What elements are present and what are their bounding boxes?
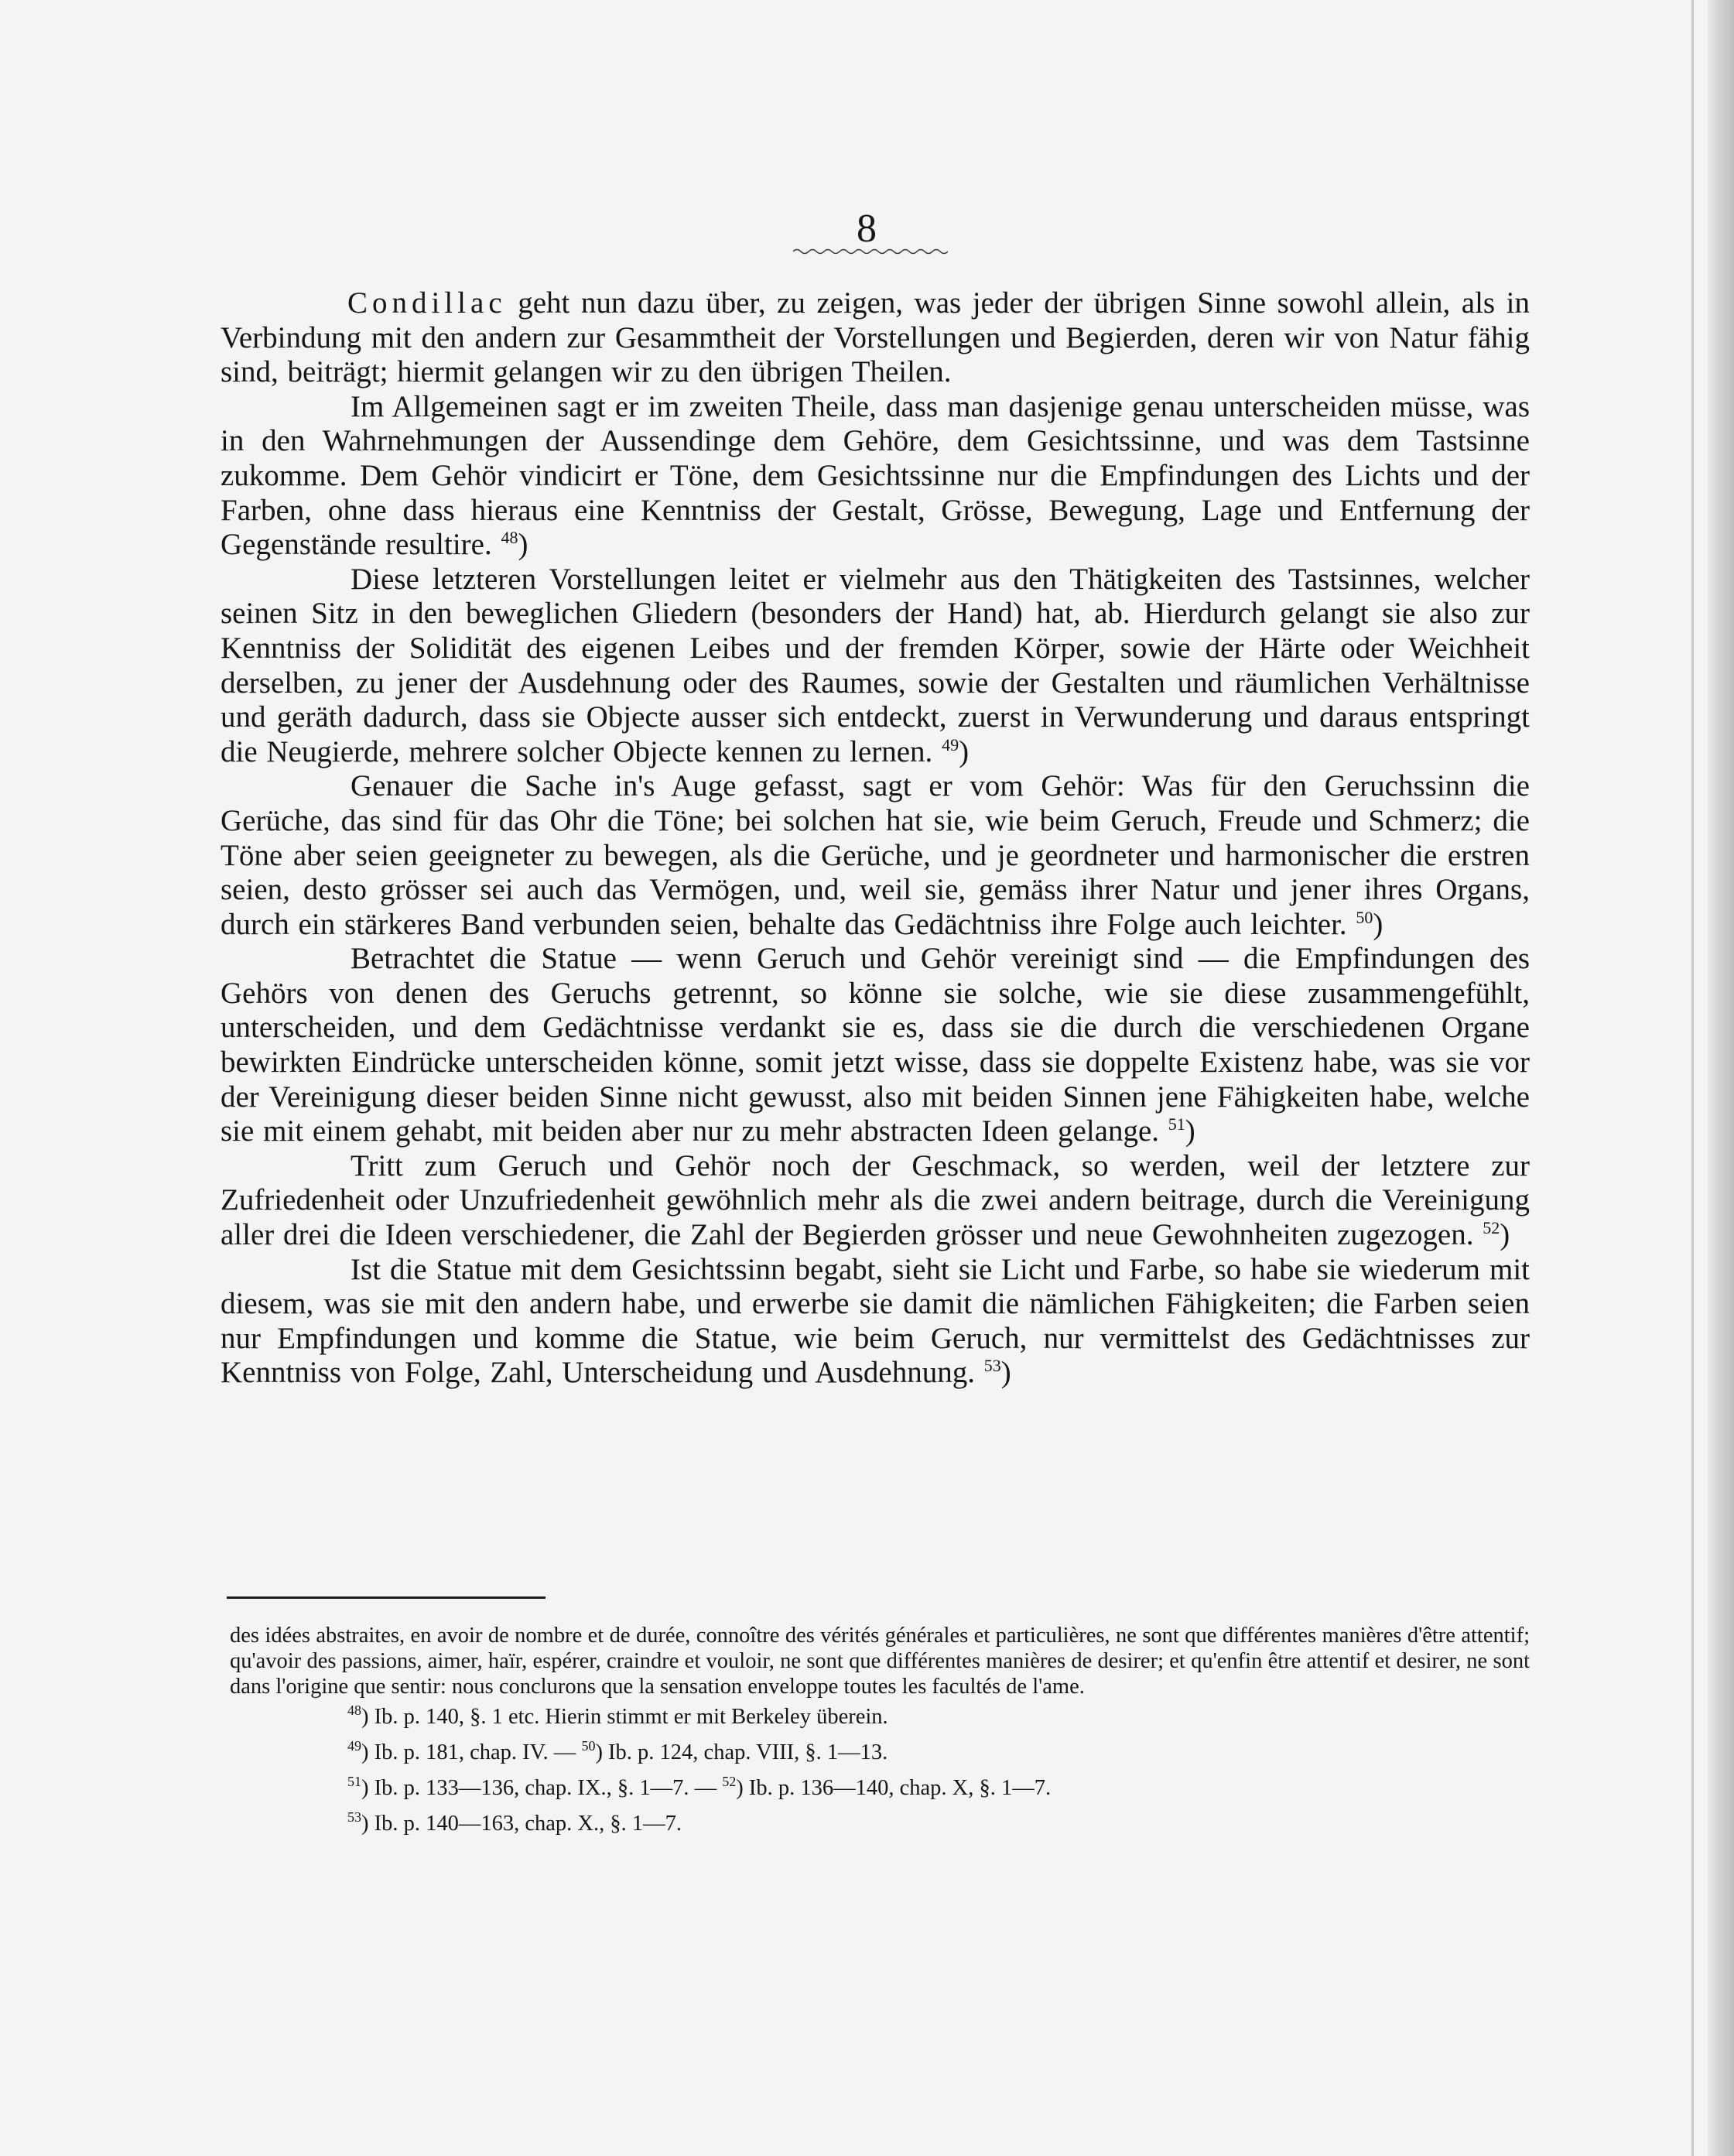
body-text xyxy=(221,286,1530,1391)
page-edge-shadow xyxy=(1691,0,1694,2156)
footnote-51-52: $^{51}$) Ib. p. 133—136, chap. IX., §. 1—7. — $^{52}$) Ib. p. 136—140, chap. X, §. 1—7. xyxy=(347,1774,1052,1800)
footnotes xyxy=(230,1623,1530,1846)
footnote-48: $^{48}$) Ib. p. 140, §. 1 etc. Hierin stimmt er mit Berkeley überein. xyxy=(347,1703,888,1729)
footnote-49-50: $^{49}$) Ib. p. 181, chap. IV. — $^{50}$) Ib. p. 124, chap. VIII, §. 1—13. xyxy=(347,1738,888,1764)
paragraph: Condillac geht nun dazu über, zu zeigen, was jeder der übrigen Sinne sowohl allein, als in Verbindung mit den andern zur Gesammtheit der Vorstellungen und Begierden, deren wir von Natur fähig sind, beiträgt; hiermit gelangen wir zu den übrigen Theilen. xyxy=(221,286,1530,389)
ornament-rule xyxy=(793,246,948,257)
paragraph: Diese letzteren Vorstellungen leitet er vielmehr aus den Thätigkeiten des Tastsinnes, welcher seinen Sitz in den beweglichen Gliedern (besonders der Hand) hat, ab. Hierdurch gelangt sie also zur Kenntniss der Solidität des eigenen Leibes und der fremden Körper, sowie der Härte oder Weichheit derselben, zu jener der Ausdehnung oder des Raumes, sowie der Gestalten und räumlichen Verhältnisse und geräth dadurch, dass sie Objecte ausser sich entdeckt, zuerst in Verwunderung und daraus entspringt die Neugierde, mehrere solcher Objecte kennen zu lernen. $^{49}$) xyxy=(221,562,1530,768)
footnote-list xyxy=(347,1704,1530,1836)
footnote-continuation: des idées abstraites, en avoir de nombre et de durée, connoître des vérités générales et particulières, ne sont que différentes manières d'être attentif; qu'avoir des passions, aimer, haïr, espérer, craindre et vouloir, ne sont que différentes manières de desirer; et qu'enfin être attentif et desirer, ne sont dans l'origine que sentir: nous conclurons que la sensation enveloppe toutes les facultés de l'ame. xyxy=(230,1624,1530,1699)
paragraph: Genauer die Sache in's Auge gefasst, sagt er vom Gehör: Was für den Geruchssinn die Gerüche, das sind für das Ohr die Töne; bei solchen hat sie, wie beim Geruch, Freude und Schmerz; die Töne aber seien geeigneter zu bewegen, als die Gerüche, und je geordneter und harmonischer die erstren seien, desto grösser sei auch das Vermögen, und, weil sie, gemäss ihrer Natur und jener ihres Organs, durch ein stärkeres Band verbunden seien, behalte das Gedächtniss ihre Folge auch leichter. $^{50}$) xyxy=(221,769,1530,941)
footnote-rule xyxy=(227,1596,546,1599)
note-ref: 53 xyxy=(983,1356,1001,1376)
page-edge xyxy=(1708,0,1734,2156)
note-ref: 48 xyxy=(501,528,518,548)
author-name: Condillac xyxy=(347,286,507,320)
paragraph: Ist die Statue mit dem Gesichtssinn begabt, sieht sie Licht und Farbe, so habe sie wiederum mit diesem, was sie mit den andern habe, und erwerbe sie damit die nämlichen Fähigkeiten; die Farben seien nur Empfindungen und komme die Statue, wie beim Geruch, nur vermittelst des Gedächtnisses zur Kenntniss von Folge, Zahl, Unterscheidung und Ausdehnung. $^{53}$) xyxy=(221,1252,1530,1390)
note-ref: 49 xyxy=(942,734,959,755)
paragraph: Betrachtet die Statue — wenn Geruch und Gehör vereinigt sind — die Empfindungen des Gehörs von denen des Geruchs getrennt, so könne sie solche, wie sie diese zusammengefühlt, unterscheiden, und dem Gedächtnisse verdankt sie es, dass sie die durch die verschiedenen Organe bewirkten Eindrücke unterscheiden könne, somit jetzt wisse, dass sie doppelte Existenz habe, was sie vor der Vereinigung dieser beiden Sinne nicht gewusst, also mit beiden Sinnen jene Fähigkeiten habe, welche sie mit einem gehabt, mit beiden aber nur zu mehr abstracten Ideen gelange. $^{51}$) xyxy=(221,942,1530,1148)
page-number: 8 xyxy=(857,207,877,251)
note-ref: 51 xyxy=(1168,1114,1185,1134)
note-ref: 52 xyxy=(1483,1218,1500,1238)
paragraph: Im Allgemeinen sagt er im zweiten Theile, dass man dasjenige genau unterscheiden müsse, was in den Wahrnehmungen der Aussendinge dem Gehöre, dem Gesichtssinne, und was dem Tastsinne zukomme. Dem Gehör vindicirt er Töne, dem Gesichtssinne nur die Empfindungen des Lichts und der Farben, ohne dass hieraus eine Kenntniss der Gestalt, Grösse, Bewegung, Lage und Entfernung der Gegenstände resultire. $^{48}$) xyxy=(221,389,1530,562)
paragraph: Tritt zum Geruch und Gehör noch der Geschmack, so werden, weil der letztere zur Zufriedenheit oder Unzufriedenheit gewöhnlich mehr als die zwei andern beitrage, durch die Vereinigung aller drei die Ideen verschiedener, die Zahl der Begierden grösser und neue Gewohnheiten zugezogen. $^{52}$) xyxy=(221,1148,1530,1252)
footnote-53: $^{53}$) Ib. p. 140—163, chap. X., §. 1—7. xyxy=(347,1809,682,1836)
note-ref: 50 xyxy=(1356,907,1373,927)
